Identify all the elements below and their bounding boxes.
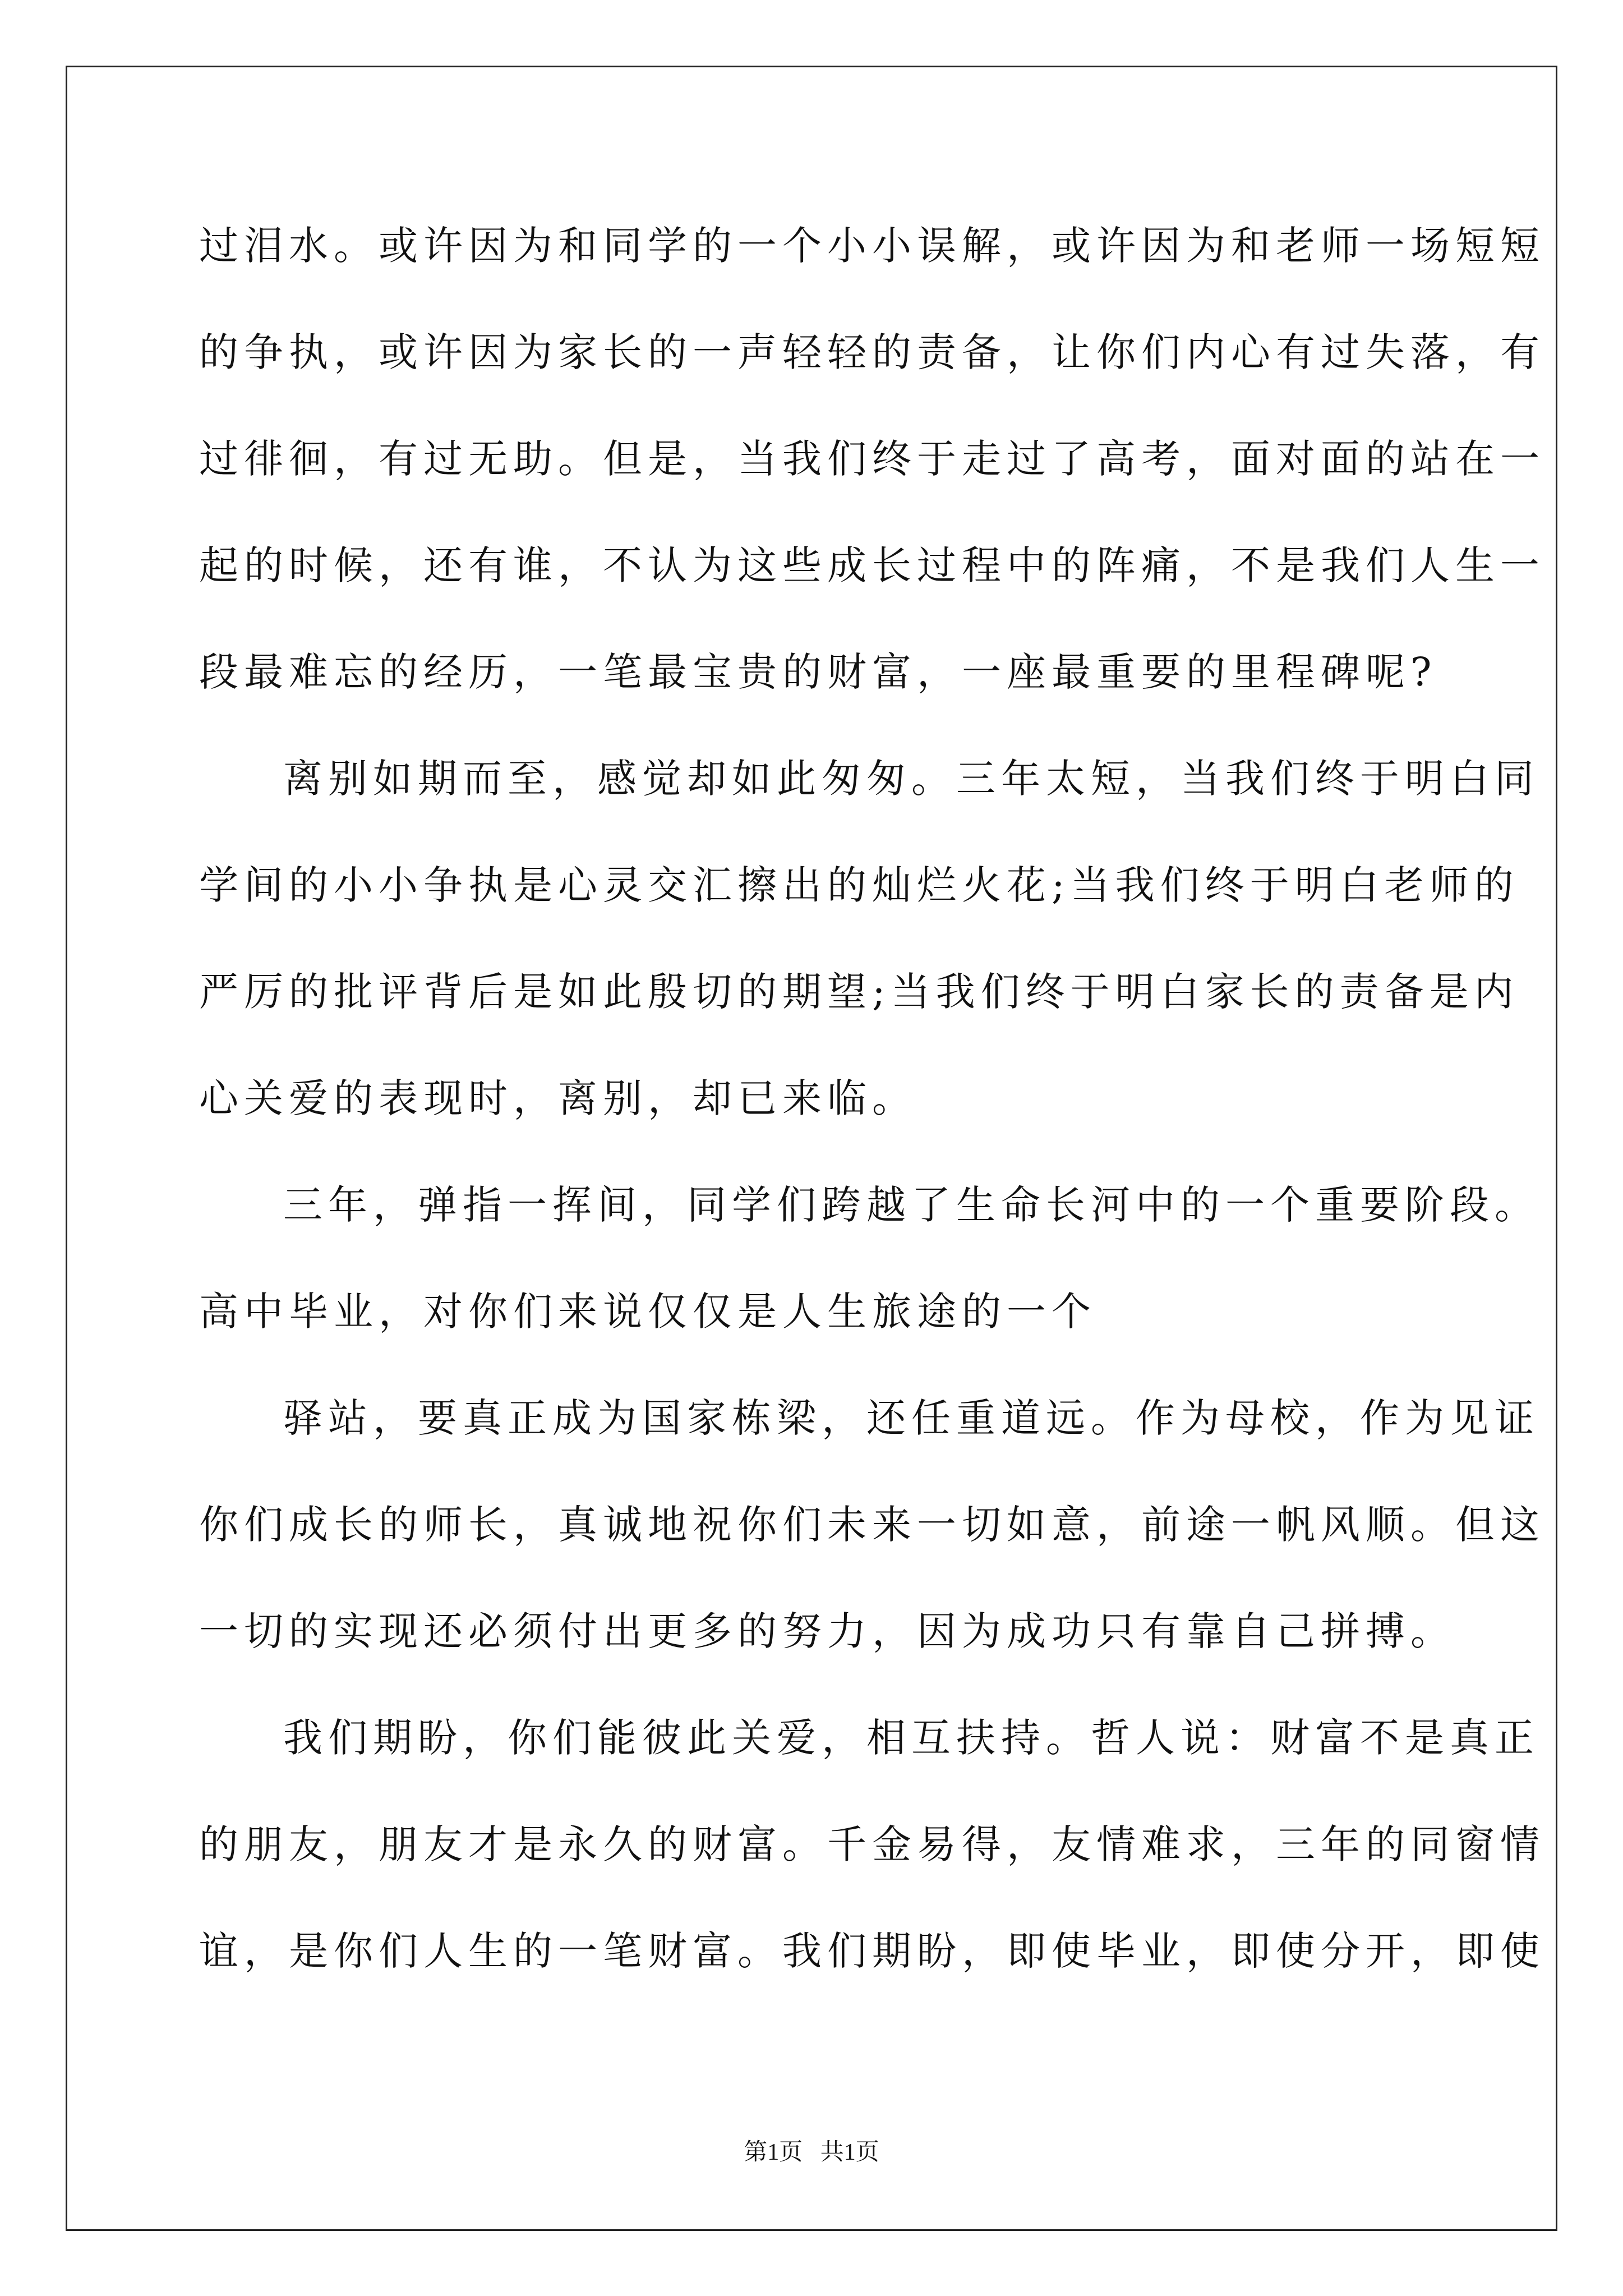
text-line: 驿站，要真正成为国家栋梁，还任重道远。作为母校，作为见证 <box>283 1395 1539 1441</box>
text-line: 的争执，或许因为家长的一声轻轻的责备，让你们内心有过失落，有 <box>199 329 1545 375</box>
text-line: 我们期盼，你们能彼此关爱，相互扶持。哲人说：财富不是真正 <box>283 1715 1539 1761</box>
text-line: 三年，弹指一挥间，同学们跨越了生命长河中的一个重要阶段。 <box>283 1182 1539 1228</box>
page-footer <box>0 2136 1623 2169</box>
text-line: 心关爱的表现时，离别，却已来临。 <box>199 1075 917 1121</box>
page-border <box>66 66 1557 2231</box>
text-line: 过徘徊，有过无助。但是，当我们终于走过了高考，面对面的站在一 <box>199 436 1545 482</box>
text-line: 谊，是你们人生的一笔财富。我们期盼，即使毕业，即使分开，即使 <box>199 1928 1545 1974</box>
text-line: 严厉的批评背后是如此殷切的期望;当我们终于明白家长的责备是内 <box>199 969 1519 1015</box>
text-line: 段最难忘的经历，一笔最宝贵的财富，一座最重要的里程碑呢? <box>199 649 1437 695</box>
text-line: 你们成长的师长，真诚地祝你们未来一切如意，前途一帆风顺。但这 <box>199 1502 1545 1548</box>
text-line: 学间的小小争执是心灵交汇擦出的灿烂火花;当我们终于明白老师的 <box>199 862 1519 908</box>
page-total: 共1页 <box>820 2139 879 2165</box>
text-line: 起的时候，还有谁，不认为这些成长过程中的阵痛，不是我们人生一 <box>199 542 1545 588</box>
text-line: 高中毕业，对你们来说仅仅是人生旅途的一个 <box>199 1289 1096 1335</box>
page-number: 第1页 <box>744 2139 803 2165</box>
text-line: 过泪水。或许因为和同学的一个小小误解，或许因为和老师一场短短 <box>199 223 1545 269</box>
text-line: 离别如期而至，感觉却如此匆匆。三年太短，当我们终于明白同 <box>283 756 1539 802</box>
text-line: 一切的实现还必须付出更多的努力，因为成功只有靠自己拼搏。 <box>199 1608 1455 1654</box>
text-line: 的朋友，朋友才是永久的财富。千金易得，友情难求，三年的同窗情 <box>199 1821 1545 1867</box>
